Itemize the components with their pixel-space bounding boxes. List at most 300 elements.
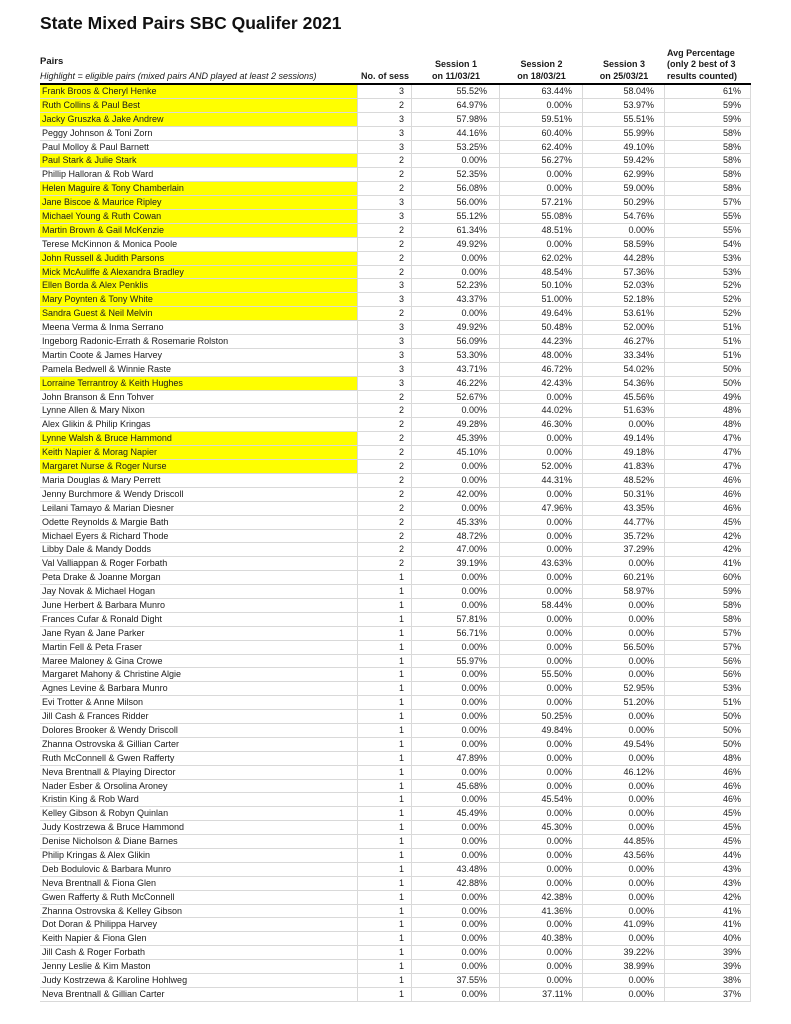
session1-score-cell: 0.00% [412,502,500,515]
avg-percentage-cell: 52% [665,293,751,306]
session1-score-cell: 0.00% [412,154,500,167]
session1-score-cell: 57.98% [412,113,500,126]
session3-score-cell: 33.34% [583,349,665,362]
pair-cell: Michael Young & Ruth Cowan [40,210,358,223]
session3-score-cell: 41.83% [583,460,665,473]
session3-score-cell: 62.99% [583,168,665,181]
pairs-column-header [40,56,358,82]
session3-score-cell: 58.97% [583,585,665,598]
avg-percentage-cell: 41% [665,905,751,918]
session2-score-cell: 42.43% [500,377,583,390]
pair-cell: Margaret Nurse & Roger Nurse [40,460,358,473]
avg-percentage-cell: 58% [665,182,751,195]
sessions-count-cell: 1 [358,932,412,945]
session3-score-cell: 38.99% [583,960,665,973]
session2-score-cell: 0.00% [500,571,583,584]
session3-score-cell: 52.00% [583,321,665,334]
session2-score-cell: 0.00% [500,543,583,556]
table-row [40,141,751,155]
avg-percentage-cell: 51% [665,349,751,362]
table-row [40,571,751,585]
sessions-count-cell: 2 [358,238,412,251]
avg-percentage-cell: 53% [665,682,751,695]
session3-score-cell: 49.14% [583,432,665,445]
table-row [40,710,751,724]
avg-percentage-cell: 48% [665,404,751,417]
table-row [40,488,751,502]
avg-percentage-cell: 50% [665,738,751,751]
avg-percentage-cell: 45% [665,516,751,529]
pair-cell: Nader Esber & Orsolina Aroney [40,780,358,793]
session2-score-cell: 50.48% [500,321,583,334]
pair-cell: Kristin King & Rob Ward [40,793,358,806]
avg-percentage-cell: 45% [665,835,751,848]
table-row [40,543,751,557]
avg-note-line2: results counted) [667,70,738,81]
pair-cell: Ingeborg Radonic-Errath & Rosemarie Rolston [40,335,358,348]
pair-cell: Mary Poynten & Tony White [40,293,358,306]
avg-percentage-cell: 50% [665,377,751,390]
session2-score-cell: 0.00% [500,682,583,695]
session2-score-cell: 44.02% [500,404,583,417]
session2-score-cell: 55.08% [500,210,583,223]
table-row [40,168,751,182]
session3-score-cell: 49.54% [583,738,665,751]
session2-score-cell: 0.00% [500,391,583,404]
session3-score-cell: 48.52% [583,474,665,487]
sessions-count-cell: 1 [358,641,412,654]
session2-score-cell: 47.96% [500,502,583,515]
sessions-count-cell: 3 [358,127,412,140]
session2-score-cell: 0.00% [500,946,583,959]
sessions-count-cell: 1 [358,918,412,931]
pair-cell: Martin Fell & Peta Fraser [40,641,358,654]
session1-score-cell: 52.23% [412,279,500,292]
pair-cell: Terese McKinnon & Monica Poole [40,238,358,251]
sessions-count-cell: 1 [358,571,412,584]
table-row [40,210,751,224]
table-row [40,446,751,460]
session2-score-cell: 50.10% [500,279,583,292]
table-row [40,780,751,794]
session1-score-cell: 37.55% [412,974,500,987]
avg-percentage-cell: 59% [665,585,751,598]
session1-score-cell: 52.67% [412,391,500,404]
session1-score-cell: 53.30% [412,349,500,362]
avg-percentage-cell: 46% [665,780,751,793]
pair-cell: Zhanna Ostrovska & Kelley Gibson [40,905,358,918]
session3-score-cell: 53.97% [583,99,665,112]
pair-cell: Zhanna Ostrovska & Gillian Carter [40,738,358,751]
session3-score-cell: 58.59% [583,238,665,251]
session1-score-cell: 0.00% [412,738,500,751]
table-row [40,988,751,1002]
session3-score-cell: 0.00% [583,599,665,612]
pair-cell: Margaret Mahony & Christine Algie [40,668,358,681]
session1-score-cell: 56.00% [412,196,500,209]
sessions-count-cell: 1 [358,668,412,681]
session2-score-cell: 44.31% [500,474,583,487]
pair-cell: Ellen Borda & Alex Penklis [40,279,358,292]
session2-score-cell: 41.36% [500,905,583,918]
session2-score-cell: 56.27% [500,154,583,167]
pair-cell: Keith Napier & Fiona Glen [40,932,358,945]
avg-percentage-cell: 50% [665,724,751,737]
session1-score-cell: 0.00% [412,891,500,904]
pair-cell: Lynne Allen & Mary Nixon [40,404,358,417]
avg-percentage-cell: 53% [665,252,751,265]
session3-score-cell: 0.00% [583,418,665,431]
pair-cell: Jenny Burchmore & Wendy Driscoll [40,488,358,501]
session2-score-cell: 0.00% [500,863,583,876]
sessions-count-cell: 1 [358,682,412,695]
session2-score-cell: 0.00% [500,530,583,543]
avg-percentage-cell: 41% [665,918,751,931]
session3-score-cell: 46.27% [583,335,665,348]
pair-cell: Jane Ryan & Jane Parker [40,627,358,640]
table-row [40,766,751,780]
session2-score-cell: 0.00% [500,446,583,459]
session3-score-cell: 60.21% [583,571,665,584]
session1-score-cell: 0.00% [412,835,500,848]
table-row [40,932,751,946]
session3-score-cell: 57.36% [583,266,665,279]
table-row [40,696,751,710]
session3-score-cell: 53.61% [583,307,665,320]
avg-percentage-cell: 55% [665,224,751,237]
session2-score-cell: 46.30% [500,418,583,431]
avg-percentage-cell: 57% [665,627,751,640]
session3-score-cell: 44.28% [583,252,665,265]
pair-cell: Agnes Levine & Barbara Munro [40,682,358,695]
sessions-count-cell: 2 [358,557,412,570]
session3-score-cell: 54.76% [583,210,665,223]
avg-percentage-cell: 56% [665,668,751,681]
session2-score-cell: 55.50% [500,668,583,681]
session2-score-cell: 59.51% [500,113,583,126]
table-row [40,113,751,127]
pair-cell: Maria Douglas & Mary Perrett [40,474,358,487]
sessions-count-cell: 1 [358,905,412,918]
session2-score-cell: 0.00% [500,516,583,529]
table-row [40,877,751,891]
pair-cell: Philip Kringas & Alex Glikin [40,849,358,862]
pair-cell: Martin Brown & Gail McKenzie [40,224,358,237]
session3-score-cell: 0.00% [583,224,665,237]
sessions-count-cell: 3 [358,113,412,126]
session3-score-cell: 54.02% [583,363,665,376]
table-row [40,752,751,766]
pair-cell: Keith Napier & Morag Napier [40,446,358,459]
table-row [40,863,751,877]
session2-score-cell: 0.00% [500,627,583,640]
sessions-count-cell: 3 [358,196,412,209]
sessions-count-cell: 2 [358,543,412,556]
session3-score-cell: 55.99% [583,127,665,140]
session1-score-cell: 45.68% [412,780,500,793]
session3-score-cell: 0.00% [583,793,665,806]
sessions-count-cell: 1 [358,627,412,640]
session2-score-cell: 0.00% [500,849,583,862]
avg-percentage-cell: 52% [665,307,751,320]
session2-score-cell: 49.84% [500,724,583,737]
session1-score-cell: 56.71% [412,627,500,640]
avg-percentage-cell: 58% [665,613,751,626]
session2-score-cell: 0.00% [500,780,583,793]
table-row [40,960,751,974]
session3-score-cell: 44.85% [583,835,665,848]
table-row [40,807,751,821]
avg-note-line1: (only 2 best of 3 [667,59,736,69]
avg-label: Avg Percentage [667,47,735,58]
avg-percentage-cell: 42% [665,543,751,556]
sessions-count-cell: 1 [358,655,412,668]
results-table [40,38,751,1002]
session3-score-cell: 0.00% [583,668,665,681]
session3-score-cell: 0.00% [583,710,665,723]
pair-cell: Leilani Tamayo & Marian Diesner [40,502,358,515]
session2-column-header [500,59,583,82]
table-row [40,655,751,669]
pair-cell: Helen Maguire & Tony Chamberlain [40,182,358,195]
session1-score-cell: 42.00% [412,488,500,501]
session2-score-cell: 49.64% [500,307,583,320]
session2-score-cell: 58.44% [500,599,583,612]
sessions-count-cell: 2 [358,474,412,487]
table-row [40,738,751,752]
table-row [40,391,751,405]
sessions-count-cell: 3 [358,335,412,348]
session2-score-cell: 0.00% [500,752,583,765]
session1-score-cell: 56.08% [412,182,500,195]
pair-cell: Jay Novak & Michael Hogan [40,585,358,598]
pair-cell: Odette Reynolds & Margie Bath [40,516,358,529]
avg-percentage-cell: 51% [665,335,751,348]
session2-score-cell: 0.00% [500,835,583,848]
pair-cell: Libby Dale & Mandy Dodds [40,543,358,556]
pair-cell: Peta Drake & Joanne Morgan [40,571,358,584]
table-row [40,154,751,168]
session3-label: Session 3 [602,59,646,69]
session2-score-cell: 57.21% [500,196,583,209]
sessions-count-cell: 3 [358,85,412,98]
session3-score-cell: 50.29% [583,196,665,209]
session3-score-cell: 45.56% [583,391,665,404]
session1-score-cell: 49.92% [412,321,500,334]
session1-score-cell: 0.00% [412,641,500,654]
avg-percentage-cell: 46% [665,793,751,806]
table-row [40,307,751,321]
session1-column-header [412,59,500,82]
table-row [40,599,751,613]
sessions-count-cell: 1 [358,724,412,737]
session1-date: on 11/03/21 [431,70,481,81]
session1-score-cell: 0.00% [412,793,500,806]
table-row [40,516,751,530]
sessions-count-cell: 1 [358,585,412,598]
pair-cell: Gwen Rafferty & Ruth McConnell [40,891,358,904]
session1-score-cell: 53.25% [412,141,500,154]
session1-score-cell: 0.00% [412,460,500,473]
table-row [40,279,751,293]
sessions-count-cell: 1 [358,849,412,862]
session1-score-cell: 55.12% [412,210,500,223]
sessions-count-cell: 2 [358,391,412,404]
session3-column-header [583,59,665,82]
session2-score-cell: 48.00% [500,349,583,362]
session1-score-cell: 0.00% [412,710,500,723]
session1-score-cell: 0.00% [412,960,500,973]
avg-percentage-cell: 59% [665,99,751,112]
avg-percentage-cell: 48% [665,418,751,431]
sessions-count-cell: 2 [358,516,412,529]
pair-cell: Alex Glikin & Philip Kringas [40,418,358,431]
session3-score-cell: 52.18% [583,293,665,306]
session3-score-cell: 0.00% [583,627,665,640]
session1-score-cell: 0.00% [412,682,500,695]
session1-score-cell: 45.10% [412,446,500,459]
session2-date: on 18/03/21 [517,70,566,81]
sessions-count-cell: 3 [358,349,412,362]
session3-score-cell: 0.00% [583,863,665,876]
avg-percentage-cell: 37% [665,988,751,1001]
pair-cell: Paul Stark & Julie Stark [40,154,358,167]
table-row [40,224,751,238]
session1-label: Session 1 [434,59,478,69]
table-row [40,905,751,919]
session3-score-cell: 43.56% [583,849,665,862]
avg-percentage-cell: 47% [665,446,751,459]
pair-cell: Maree Maloney & Gina Crowe [40,655,358,668]
avg-percentage-cell: 47% [665,460,751,473]
sessions-count-cell: 2 [358,530,412,543]
avg-percentage-cell: 58% [665,599,751,612]
table-row [40,918,751,932]
avg-percentage-cell: 54% [665,238,751,251]
sessions-count-column-header: No. of sess [360,70,409,81]
session2-score-cell: 0.00% [500,641,583,654]
sessions-count-cell: 1 [358,835,412,848]
sessions-count-cell: 2 [358,266,412,279]
sessions-count-cell: 1 [358,780,412,793]
table-row [40,196,751,210]
table-row [40,293,751,307]
sessions-count-cell: 1 [358,752,412,765]
table-row [40,793,751,807]
table-row [40,849,751,863]
pair-cell: Neva Brentnall & Playing Director [40,766,358,779]
session3-score-cell: 41.09% [583,918,665,931]
session2-score-cell: 0.00% [500,960,583,973]
table-row [40,627,751,641]
sessions-count-cell: 1 [358,974,412,987]
session2-score-cell: 0.00% [500,696,583,709]
session3-score-cell: 49.10% [583,141,665,154]
avg-percentage-cell: 38% [665,974,751,987]
session2-score-cell: 42.38% [500,891,583,904]
session1-score-cell: 0.00% [412,905,500,918]
table-row [40,85,751,99]
session2-score-cell: 0.00% [500,238,583,251]
sessions-count-cell: 1 [358,613,412,626]
sessions-count-cell: 2 [358,168,412,181]
table-row [40,724,751,738]
session3-score-cell: 52.95% [583,682,665,695]
avg-percentage-cell: 58% [665,168,751,181]
avg-percentage-cell: 48% [665,752,751,765]
pair-cell: Jacky Gruszka & Jake Andrew [40,113,358,126]
sessions-count-cell: 1 [358,766,412,779]
pair-cell: Val Valliappan & Roger Forbath [40,557,358,570]
session3-score-cell: 0.00% [583,557,665,570]
session1-score-cell: 0.00% [412,946,500,959]
session2-score-cell: 40.38% [500,932,583,945]
session2-score-cell: 0.00% [500,99,583,112]
table-row [40,127,751,141]
session1-score-cell: 55.52% [412,85,500,98]
pair-cell: Ruth Collins & Paul Best [40,99,358,112]
sessions-count-cell: 2 [358,418,412,431]
session3-score-cell: 0.00% [583,807,665,820]
session3-score-cell: 46.12% [583,766,665,779]
sessions-count-cell: 2 [358,252,412,265]
pair-cell: Pamela Bedwell & Winnie Raste [40,363,358,376]
table-row [40,460,751,474]
table-row [40,682,751,696]
session3-score-cell: 50.31% [583,488,665,501]
pair-cell: Evi Trotter & Anne Milson [40,696,358,709]
session1-score-cell: 0.00% [412,849,500,862]
avg-percentage-cell: 51% [665,696,751,709]
session1-score-cell: 56.09% [412,335,500,348]
session2-score-cell: 0.00% [500,655,583,668]
session3-score-cell: 37.29% [583,543,665,556]
session2-score-cell: 44.23% [500,335,583,348]
sessions-count-cell: 3 [358,141,412,154]
session2-score-cell: 0.00% [500,877,583,890]
session1-score-cell: 0.00% [412,932,500,945]
sessions-count-cell: 1 [358,696,412,709]
session2-score-cell: 0.00% [500,738,583,751]
session3-score-cell: 35.72% [583,530,665,543]
session1-score-cell: 43.37% [412,293,500,306]
session2-score-cell: 0.00% [500,613,583,626]
session3-score-cell: 0.00% [583,877,665,890]
session1-score-cell: 0.00% [412,404,500,417]
pair-cell: Jenny Leslie & Kim Maston [40,960,358,973]
session1-score-cell: 0.00% [412,266,500,279]
session3-score-cell: 0.00% [583,724,665,737]
avg-percentage-cell: 43% [665,863,751,876]
session1-score-cell: 43.48% [412,863,500,876]
table-row [40,974,751,988]
session2-score-cell: 46.72% [500,363,583,376]
session2-score-cell: 45.54% [500,793,583,806]
session2-score-cell: 48.51% [500,224,583,237]
session3-score-cell: 0.00% [583,821,665,834]
table-row [40,821,751,835]
session3-score-cell: 44.77% [583,516,665,529]
session2-score-cell: 63.44% [500,85,583,98]
session1-score-cell: 0.00% [412,918,500,931]
table-row [40,557,751,571]
pair-cell: Phillip Halloran & Rob Ward [40,168,358,181]
table-row [40,252,751,266]
pair-cell: Kelley Gibson & Robyn Quinlan [40,807,358,820]
table-row [40,946,751,960]
table-row [40,363,751,377]
session3-score-cell: 0.00% [583,974,665,987]
